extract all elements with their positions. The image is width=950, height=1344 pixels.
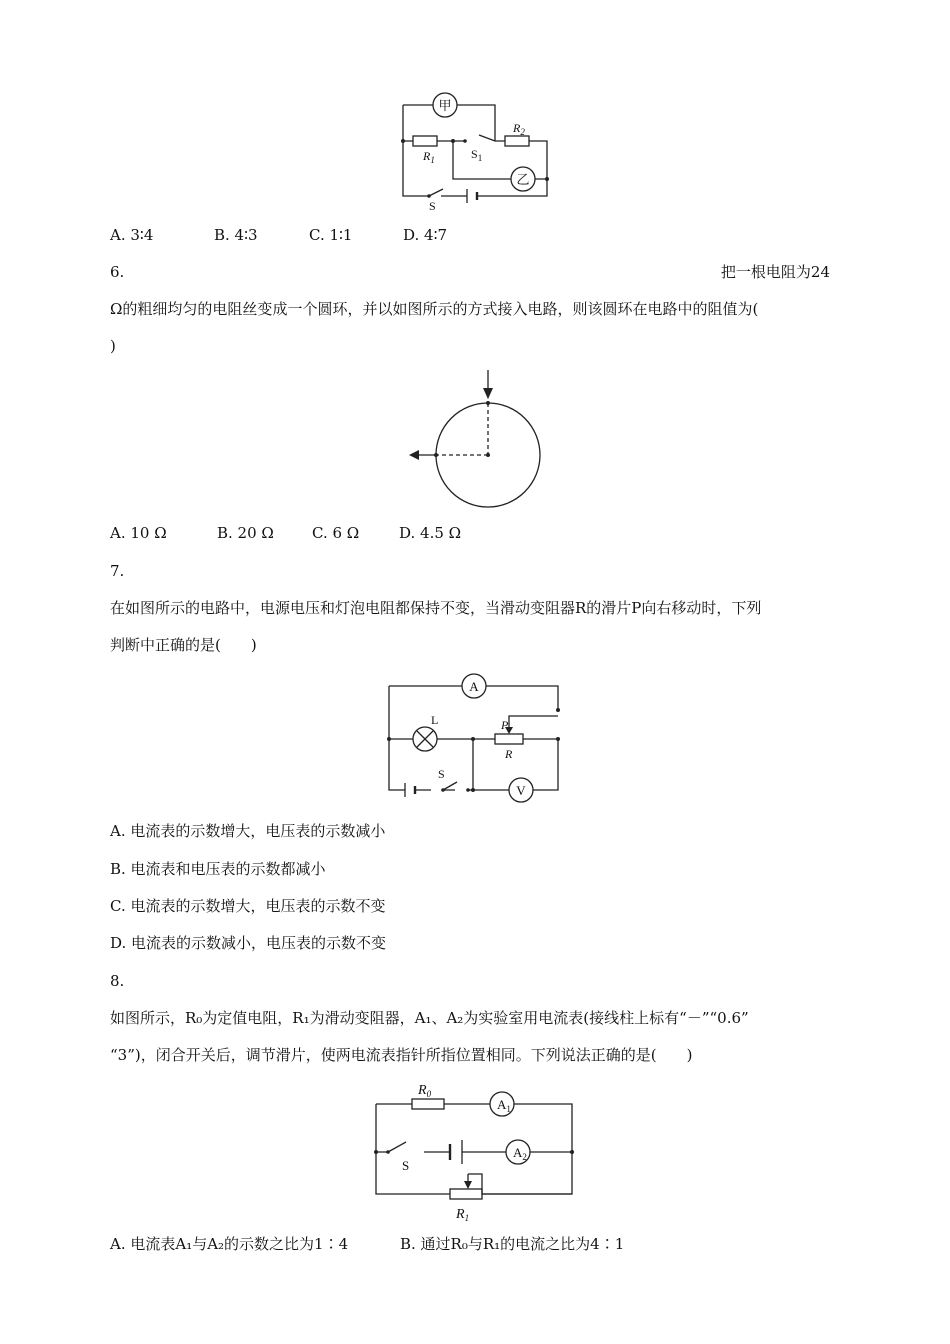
- q8-options: [110, 1234, 624, 1254]
- r2-sub: 2: [520, 127, 525, 137]
- q5-options: [110, 225, 447, 245]
- q8-stem-line1: 如图所示，R₀为定值电阻，R₁为滑动变阻器，A₁、A₂为实验室用电流表(接线柱上标有“－”“0.6”: [110, 1009, 749, 1027]
- q8-switch-label: S: [402, 1158, 410, 1173]
- q7-stem-line1: 在如图所示的电路中，电源电压和灯泡电阻都保持不变，当滑动变阻器R的滑片P向右移动时，下列: [110, 599, 762, 617]
- q5-option-c[interactable]: C. 1∶1: [309, 226, 353, 244]
- svg-text:A1: [497, 1097, 511, 1114]
- q5-option-d[interactable]: D. 4∶7: [403, 226, 448, 244]
- q7-option-c[interactable]: C. 电流表的示数增大，电压表的示数不变: [110, 897, 386, 915]
- q6-options: [110, 523, 461, 543]
- svg-text:R2: [512, 121, 525, 137]
- lamp-label: L: [431, 713, 439, 727]
- switch-s-label: S: [438, 767, 445, 781]
- q7-option-d[interactable]: D. 电流表的示数减小，电压表的示数不变: [110, 934, 387, 952]
- rheostat-r-label: R: [505, 747, 513, 761]
- meter-jia-label: 甲: [438, 98, 452, 113]
- a2-sub: 2: [522, 1152, 527, 1162]
- q8-number: 8.: [110, 972, 125, 990]
- s-label: S: [429, 199, 436, 213]
- meter-yi-label: 乙: [516, 172, 530, 187]
- q8-r1-sub: 1: [464, 1213, 470, 1223]
- svg-text:S1: [471, 147, 482, 163]
- slider-p-label: P: [501, 718, 509, 732]
- q8-stem-line2: “3”)，闭合开关后，调节滑片，使两电流表指针所指位置相同。下列说法正确的是( ): [110, 1046, 693, 1064]
- q6-number: 6.: [110, 263, 125, 281]
- a2-label: A: [513, 1145, 523, 1160]
- q8-option-b[interactable]: B. 通过R₀与R₁的电流之比为4∶1: [400, 1235, 625, 1253]
- q7-circuit-diagram: [383, 672, 568, 807]
- voltmeter-label: V: [516, 783, 526, 798]
- r0-label: R: [418, 1083, 427, 1098]
- q8-r1-label: R: [456, 1207, 465, 1222]
- q7-option-b[interactable]: B. 电流表和电压表的示数都减小: [110, 860, 326, 878]
- q5-option-a[interactable]: A. 3∶4: [110, 226, 154, 244]
- q6-option-d[interactable]: D. 4.5 Ω: [399, 524, 462, 542]
- q6-ring-diagram: [405, 368, 555, 513]
- q5-option-b[interactable]: B. 4∶3: [214, 226, 258, 244]
- ammeter-label: A: [469, 679, 479, 694]
- q6-stem-line3: ): [110, 337, 116, 355]
- q7-stem-line2: 判断中正确的是( ): [110, 636, 257, 654]
- q7-option-a[interactable]: A. 电流表的示数增大，电压表的示数减小: [110, 822, 386, 840]
- s1-label: S: [471, 147, 478, 161]
- q6-option-a[interactable]: A. 10 Ω: [110, 524, 167, 542]
- q6-stem-line2: Ω的粗细均匀的电阻丝变成一个圆环，并以如图所示的方式接入电路，则该圆环在电路中的阻值为(: [110, 300, 759, 318]
- svg-text:R1: [422, 149, 435, 165]
- a1-label: A: [497, 1097, 507, 1112]
- q6-option-b[interactable]: B. 20 Ω: [217, 524, 274, 542]
- svg-text:A2: [513, 1145, 527, 1162]
- q8-option-a[interactable]: A. 电流表A₁与A₂的示数之比为1∶4: [110, 1235, 349, 1253]
- q6-option-c[interactable]: C. 6 Ω: [312, 524, 360, 542]
- q5-circuit-diagram: [395, 88, 555, 213]
- r2-label: R: [513, 121, 521, 135]
- s1-sub: 1: [477, 153, 483, 163]
- q6-stem-right: 把一根电阻为24: [720, 263, 830, 281]
- r1-sub: 1: [430, 155, 435, 165]
- r1-label: R: [423, 149, 431, 163]
- r0-sub: 0: [426, 1089, 432, 1099]
- q8-circuit-diagram: [370, 1078, 580, 1223]
- a1-sub: 1: [506, 1104, 511, 1114]
- svg-text:R1: [455, 1207, 469, 1223]
- q7-number: 7.: [110, 562, 125, 580]
- svg-text:R0: [417, 1083, 432, 1099]
